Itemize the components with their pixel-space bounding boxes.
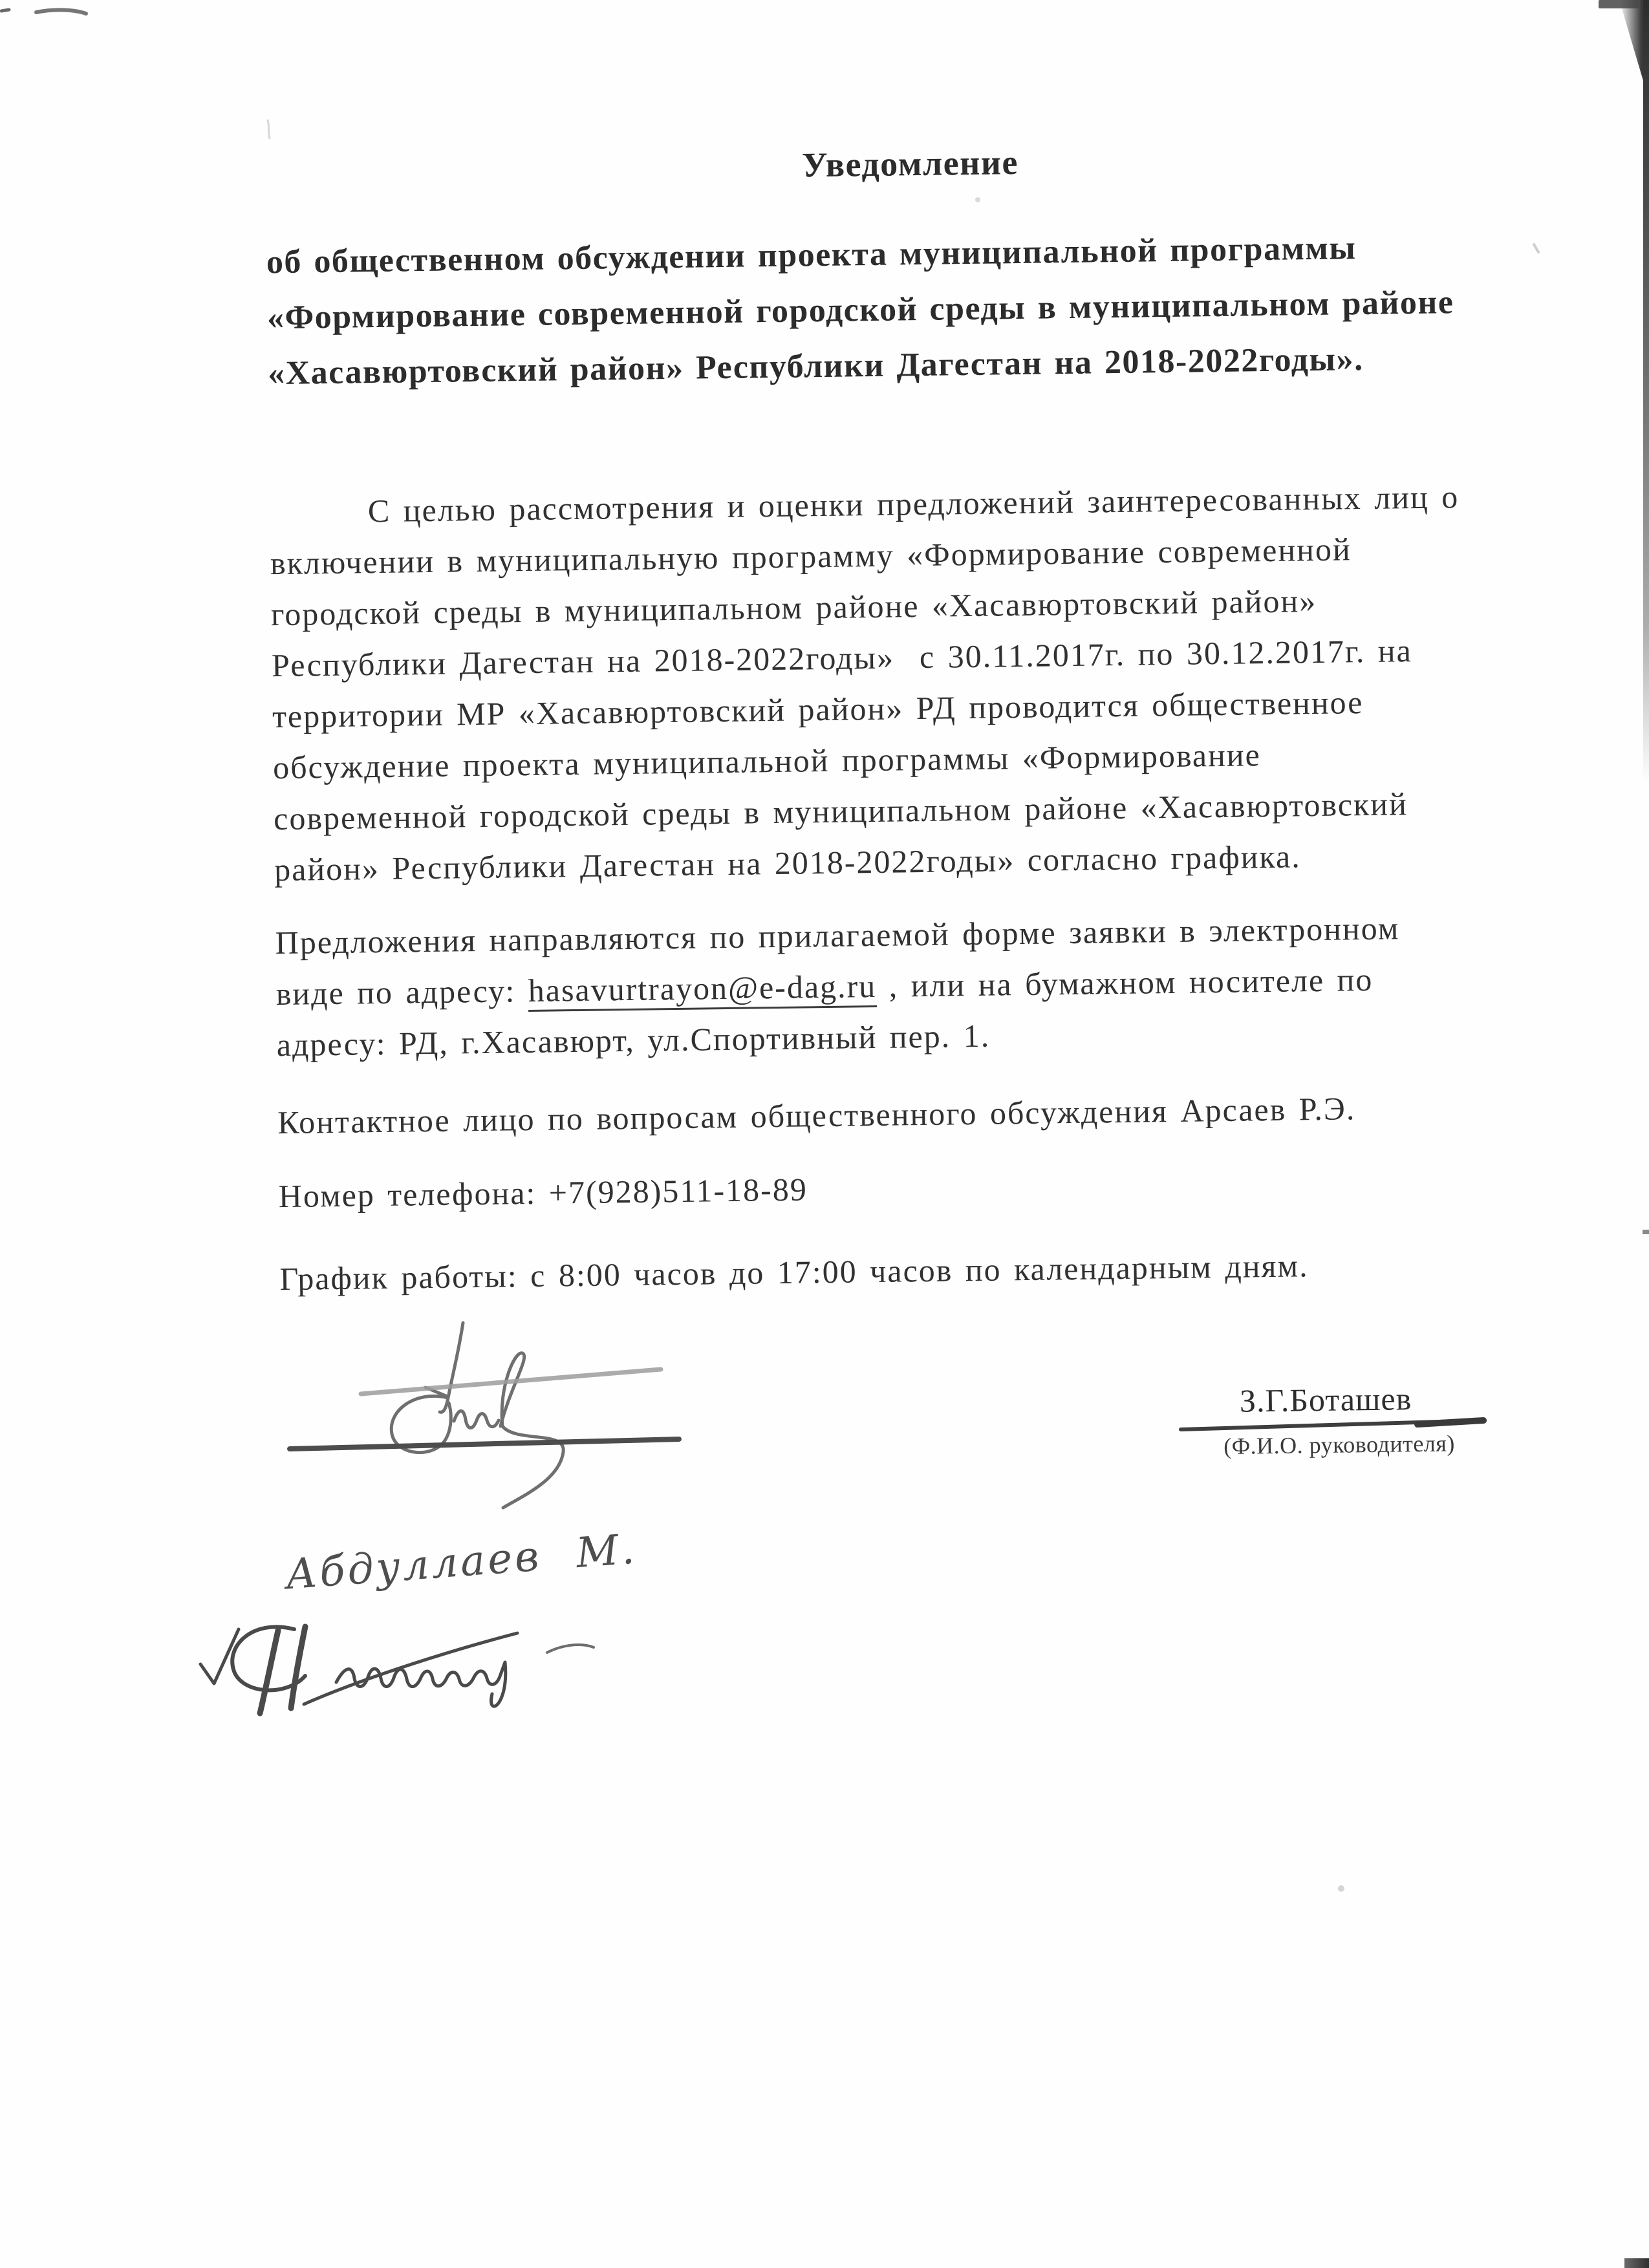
head-signature-name: З.Г.Боташев xyxy=(1239,1380,1412,1419)
text-line: городской среды в муниципальном районе «Хасавюртовский район» xyxy=(270,582,1317,633)
text-line: район» Республики Дагестан на 2018-2022годы» согласно графика. xyxy=(274,838,1301,888)
scan-artifact-right-dash xyxy=(1643,1230,1649,1234)
email-address: hasavurtrayon@e-dag.ru xyxy=(528,968,876,1012)
email-suffix-text: , или на бумажном носителе по xyxy=(876,961,1374,1004)
head-signature-caption: (Ф.И.О. руководителя) xyxy=(1223,1430,1456,1459)
page-title: Уведомление xyxy=(801,142,1019,185)
text-line: адресу: РД, г.Хасавюрт, ул.Спортивный пер. 1. xyxy=(276,1017,991,1064)
subtitle-line: об общественном обсуждении проекта муниципальной программы xyxy=(266,230,1357,281)
email-prefix-text: виде по адресу: xyxy=(275,972,529,1012)
document-subtitle xyxy=(266,218,1558,401)
text-line: Республики Дагестан на 2018-2022годы» с 30.11.2017г. по 30.12.2017г. на xyxy=(271,632,1413,684)
scan-artifact-top-bar xyxy=(1599,0,1639,8)
handwritten-name: Абдуллаев М. xyxy=(284,1525,639,1599)
text-line: территории МР «Хасавюртовский район» РД проводится общественное xyxy=(272,684,1364,735)
subtitle-line: «Формирование современной городской среды в муниципальном районе xyxy=(266,284,1454,337)
scan-artifact-corner-nub xyxy=(1624,2258,1649,2268)
text-line: Предложения направляются по прилагаемой форме заявки в электронном xyxy=(275,910,1400,961)
paragraph-proposals xyxy=(275,901,1567,1071)
work-schedule-line: График работы: с 8:00 часов до 17:00 часов по календарным дням. xyxy=(279,1247,1309,1298)
text-line: включении в муниципальную программу «Формирование современной xyxy=(270,531,1352,582)
text-line: обсуждение проекта муниципальной программы «Формирование xyxy=(272,736,1262,786)
text-line: современной городской среды в муниципальном районе «Хасавюртовский xyxy=(273,786,1408,837)
text-line: С целью рассмотрения и оценки предложений заинтересованных лиц о xyxy=(367,478,1460,530)
phone-line: Номер телефона: +7(928)511-18-89 xyxy=(278,1171,808,1215)
scan-artifact-right-line xyxy=(1643,0,1649,782)
contact-person-line: Контактное лицо по вопросам общественного обсуждения Арсаев Р.Э. xyxy=(277,1090,1356,1141)
subtitle-line: «Хасавюртовский район» Республики Дагестан на 2018-2022годы». xyxy=(267,341,1364,392)
paragraph-purpose xyxy=(269,470,1564,895)
